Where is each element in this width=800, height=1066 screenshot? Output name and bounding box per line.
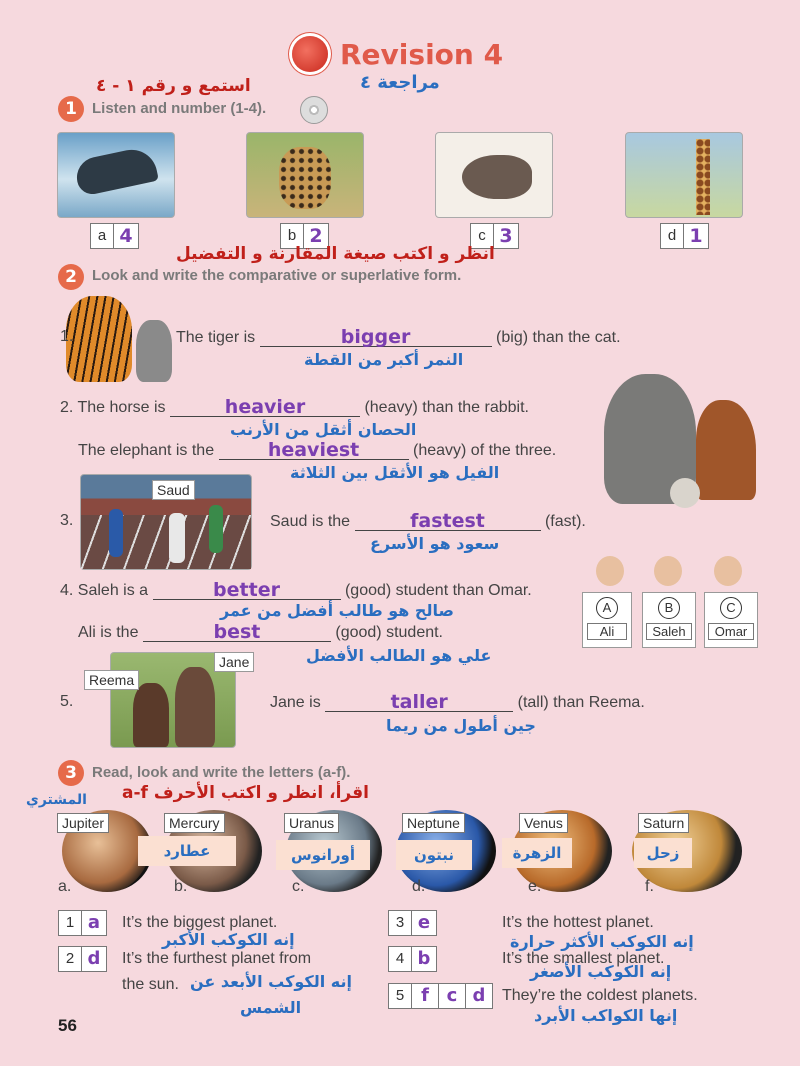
s2a-answer: heavier bbox=[224, 396, 306, 418]
planet-letter-c: c. bbox=[292, 878, 305, 895]
giraffe-image bbox=[625, 132, 743, 218]
s4b-post: (good) student. bbox=[335, 624, 443, 641]
ex3-number: 3 bbox=[58, 760, 84, 786]
s2b-arabic: الفيل هو الأثقل بين الثلاثة bbox=[290, 463, 500, 482]
q4-box[interactable] bbox=[388, 946, 437, 972]
s2a-blank[interactable] bbox=[170, 398, 360, 417]
s3-answer: fastest bbox=[410, 510, 485, 532]
q2-number: 2 bbox=[59, 947, 82, 971]
q3-box[interactable] bbox=[388, 910, 437, 936]
ex1-answer-a[interactable] bbox=[90, 223, 139, 249]
card-omar bbox=[704, 592, 758, 648]
q2-arabic-2: الشمس bbox=[240, 998, 302, 1017]
s4a-pre: 4. Saleh is a bbox=[60, 582, 149, 599]
s2b-blank[interactable] bbox=[219, 441, 409, 460]
reema-label: Reema bbox=[84, 670, 139, 690]
saturn-arabic: زحل bbox=[634, 838, 692, 868]
card-name: Saleh bbox=[646, 623, 692, 640]
jupiter-arabic: المشتري bbox=[26, 792, 87, 808]
s2a-arabic: الحصان أثقل من الأرنب bbox=[230, 420, 417, 439]
page-title: Revision 4 bbox=[340, 38, 504, 71]
leopard-image bbox=[246, 132, 364, 218]
q4-text: It’s the smallest planet. bbox=[502, 950, 665, 967]
planet-letter-b: b. bbox=[174, 878, 188, 895]
q5-answer-1: f bbox=[412, 984, 439, 1008]
ex1-instruction-arabic: استمع و رقم ١ - ٤ bbox=[96, 76, 251, 96]
ex1-answer: 3 bbox=[499, 225, 513, 247]
s3-arabic: سعود هو الأسرع bbox=[370, 534, 500, 553]
s2b-pre: The elephant is the bbox=[78, 442, 215, 459]
sentence-5 bbox=[270, 693, 645, 712]
q2-text-1: It’s the furthest planet from bbox=[122, 950, 312, 967]
venus-arabic: الزهرة bbox=[502, 838, 572, 868]
s3-number: 3. bbox=[60, 512, 74, 529]
q1-arabic: إنه الكوكب الأكبر bbox=[162, 930, 295, 949]
s5-answer: taller bbox=[390, 691, 448, 713]
ex3-instruction-arabic: اقرأ، انظر و اكتب الأحرف a-f bbox=[122, 783, 369, 803]
q1-number: 1 bbox=[59, 911, 82, 935]
card-name: Ali bbox=[587, 623, 627, 640]
mercury-arabic: عطارد bbox=[138, 836, 236, 866]
ex2-instruction: Look and write the comparative or superlative form. bbox=[92, 267, 462, 284]
s4b-pre: Ali is the bbox=[78, 624, 139, 641]
s5-number: 5. bbox=[60, 693, 74, 710]
card-letter: A bbox=[596, 597, 618, 619]
neptune-arabic: نبتون bbox=[396, 840, 472, 870]
q2-box[interactable] bbox=[58, 946, 107, 972]
s3-pre: Saud is the bbox=[270, 513, 351, 530]
ex1-number: 1 bbox=[58, 96, 84, 122]
s1-blank[interactable] bbox=[260, 328, 492, 347]
planet-label-neptune: Neptune bbox=[402, 813, 465, 833]
s5-post: (tall) than Reema. bbox=[517, 694, 645, 711]
ex1-answer: 1 bbox=[689, 225, 703, 247]
planet-letter-a: a. bbox=[58, 878, 72, 895]
s5-arabic: جين أطول من ريما bbox=[386, 716, 536, 735]
card-letter: B bbox=[658, 597, 680, 619]
revision-logo-icon bbox=[292, 36, 328, 72]
q1-text: It’s the biggest planet. bbox=[122, 914, 278, 931]
q5-number: 5 bbox=[389, 984, 412, 1008]
sentence-2a bbox=[60, 398, 529, 417]
s3-post: (fast). bbox=[544, 513, 586, 530]
ex3-instruction: Read, look and write the letters (a-f). bbox=[92, 764, 351, 781]
page-title-arabic: مراجعة ٤ bbox=[360, 72, 440, 93]
q5-answer-2: c bbox=[439, 984, 466, 1008]
sentence-4b bbox=[78, 623, 443, 642]
s1-post: (big) than the cat. bbox=[496, 329, 621, 346]
s4a-arabic: صالح هو طالب أفضل من عمر bbox=[220, 601, 454, 620]
ex2-instruction-arabic: انظر و اكتب صيغة المقارنة و التفضيل bbox=[176, 244, 495, 264]
s2a-pre: 2. The horse is bbox=[60, 399, 166, 416]
q1-box[interactable] bbox=[58, 910, 107, 936]
page-number: 56 bbox=[58, 1016, 77, 1035]
planet-label-mercury: Mercury bbox=[164, 813, 225, 833]
q3-number: 3 bbox=[389, 911, 412, 935]
planet-label-jupiter: Jupiter bbox=[57, 813, 109, 833]
planet-letter-f: f. bbox=[645, 878, 654, 895]
sentence-1 bbox=[176, 328, 621, 347]
s4b-blank[interactable] bbox=[143, 623, 331, 642]
s5-blank[interactable] bbox=[325, 693, 513, 712]
q5-box[interactable] bbox=[388, 983, 493, 1009]
whale-image bbox=[57, 132, 175, 218]
s4a-answer: better bbox=[213, 579, 280, 601]
planet-label-uranus: Uranus bbox=[284, 813, 339, 833]
q2-arabic-1: إنه الكوكب الأبعد عن bbox=[190, 972, 352, 991]
s3-blank[interactable] bbox=[355, 512, 541, 531]
cd-icon[interactable] bbox=[300, 96, 328, 124]
s1-pre: The tiger is bbox=[176, 329, 256, 346]
q2-answer: d bbox=[87, 948, 101, 969]
planet-letter-e: e. bbox=[528, 878, 542, 895]
ex1-letter: a bbox=[91, 224, 114, 248]
ex1-answer: 2 bbox=[309, 225, 323, 247]
uranus-arabic: أورانوس bbox=[276, 840, 370, 870]
s4a-post: (good) student than Omar. bbox=[344, 582, 532, 599]
s2a-post: (heavy) than the rabbit. bbox=[364, 399, 529, 416]
s4b-arabic: علي هو الطالب الأفضل bbox=[306, 646, 492, 665]
ex1-instruction: Listen and number (1-4). bbox=[92, 100, 267, 117]
ex1-answer: 4 bbox=[119, 225, 133, 247]
card-letter: C bbox=[720, 597, 742, 619]
students-image bbox=[578, 552, 758, 652]
ex1-answer-d[interactable] bbox=[660, 223, 709, 249]
q4-number: 4 bbox=[389, 947, 412, 971]
s1-answer: bigger bbox=[340, 326, 411, 348]
s1-number: 1. bbox=[60, 328, 74, 345]
q4-answer: b bbox=[417, 948, 431, 969]
q5-answer-3: d bbox=[472, 985, 486, 1006]
card-name: Omar bbox=[708, 623, 754, 640]
q5-text: They’re the coldest planets. bbox=[502, 987, 698, 1004]
s2b-post: (heavy) of the three. bbox=[413, 442, 557, 459]
planet-label-venus: Venus bbox=[519, 813, 568, 833]
s1-arabic: النمر أكبر من القطة bbox=[304, 350, 464, 369]
tiger-cat-image bbox=[56, 290, 176, 386]
card-ali bbox=[582, 592, 632, 648]
rat-image bbox=[435, 132, 553, 218]
ex1-letter: b bbox=[281, 224, 304, 248]
q2-text-2: the sun. bbox=[122, 976, 179, 993]
sentence-2b bbox=[78, 441, 556, 460]
card-saleh bbox=[642, 592, 696, 648]
q3-text: It’s the hottest planet. bbox=[502, 914, 654, 931]
ex2-number: 2 bbox=[58, 264, 84, 290]
s5-pre: Jane is bbox=[270, 694, 321, 711]
jane-label: Jane bbox=[214, 652, 254, 672]
q4-arabic: إنه الكوكب الأصغر bbox=[530, 962, 672, 981]
q3-arabic: إنه الكوكب الأكثر حرارة bbox=[510, 932, 694, 951]
s4b-answer: best bbox=[213, 621, 261, 643]
planet-letter-d: d. bbox=[412, 878, 426, 895]
s4a-blank[interactable] bbox=[153, 581, 341, 600]
q3-answer: e bbox=[417, 912, 431, 933]
q5-arabic: إنها الكواكب الأبرد bbox=[534, 1006, 678, 1025]
sentence-3 bbox=[270, 512, 586, 531]
sentence-4a bbox=[60, 581, 532, 600]
s2b-answer: heaviest bbox=[267, 439, 360, 461]
ex1-letter: c bbox=[471, 224, 494, 248]
planet-label-saturn: Saturn bbox=[638, 813, 689, 833]
ex1-letter: d bbox=[661, 224, 684, 248]
elephant-horse-rabbit-image bbox=[604, 372, 764, 512]
saud-label: Saud bbox=[152, 480, 195, 500]
q1-answer: a bbox=[87, 912, 101, 933]
